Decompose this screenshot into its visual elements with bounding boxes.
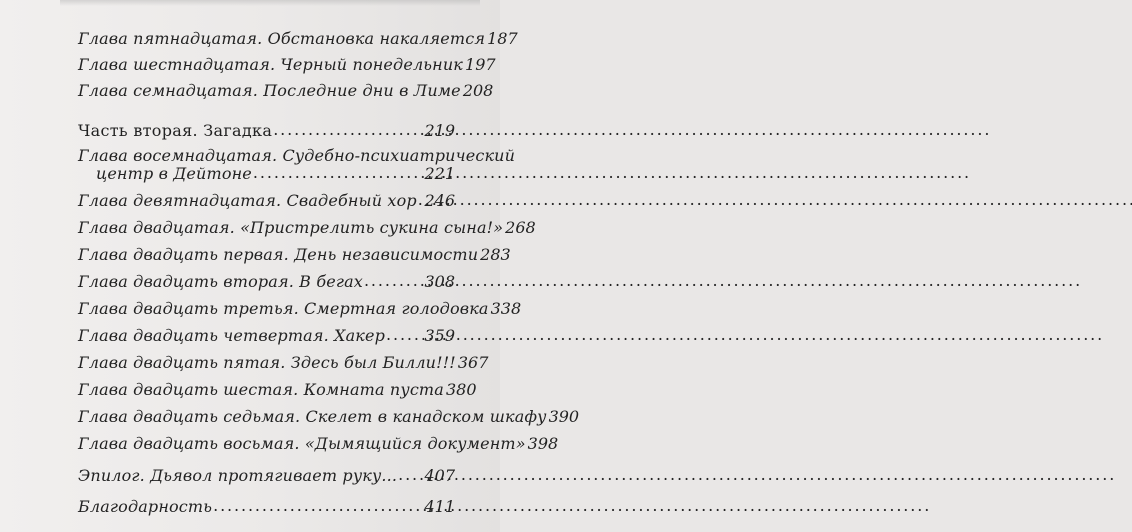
toc-entry	[78, 406, 580, 426]
toc-entry-title: Благодарность	[78, 497, 213, 516]
toc-entry	[78, 298, 522, 318]
toc-entry-title: Глава двадцать седьмая. Скелет в канадском шкафу	[78, 407, 547, 426]
toc-entry	[78, 244, 511, 264]
toc-entry-page: 208	[462, 81, 494, 100]
toc-entry	[78, 379, 477, 399]
toc-entry-page: 187	[487, 29, 518, 48]
toc-entry	[78, 433, 559, 453]
toc-entry-title: Глава двадцать третья. Смертная голодовка	[78, 299, 489, 318]
toc-entry	[78, 465, 455, 485]
toc-leader-dots	[386, 325, 423, 341]
toc-entry-page: 380	[445, 380, 477, 399]
toc-entry	[78, 28, 518, 48]
toc-entry	[78, 190, 455, 210]
toc-part-title: Часть вторая. Загадка	[78, 121, 273, 140]
toc-entry-page: 398	[527, 434, 559, 453]
toc-entry-title: Глава двадцатая. «Пристрелить сукина сына!»	[78, 218, 504, 237]
toc-entry-title: Глава двадцать четвертая. Хакер	[78, 326, 386, 345]
toc-entry-title: Глава девятнадцатая. Свадебный хор	[78, 191, 417, 210]
toc-entry-title: Глава семнадцатая. Последние дни в Лиме	[78, 81, 461, 100]
toc-entry-page: 359	[424, 326, 455, 345]
toc-entry-page: 407	[424, 466, 455, 485]
toc-entry	[78, 325, 455, 345]
toc-leader-dots	[253, 163, 424, 179]
toc-entry-title: Глава двадцать восьмая. «Дымящийся документ»	[78, 434, 526, 453]
toc-part-heading	[78, 120, 455, 140]
toc-entry	[78, 217, 536, 237]
toc-leader-dots	[364, 271, 424, 287]
toc-entry-page: 197	[465, 55, 496, 74]
toc-entry-title: Глава двадцать шестая. Комната пуста	[78, 380, 444, 399]
page-top-edge	[60, 0, 480, 6]
toc-entry-title: Глава двадцать первая. День независимости	[78, 245, 479, 264]
toc-entry-page: 390	[548, 407, 580, 426]
toc-entry-title: Эпилог. Дьявол протягивает руку...	[78, 466, 398, 485]
toc-leader-dots	[418, 190, 424, 206]
toc-leader-dots	[273, 120, 423, 136]
toc-leader-dots	[398, 465, 423, 481]
toc-entry-page: 308	[424, 272, 455, 291]
toc-entry	[78, 352, 489, 372]
toc-entry-page: 221	[424, 164, 455, 183]
toc-entry-page: 268	[505, 218, 536, 237]
toc-entry-page: 219	[424, 121, 455, 140]
toc-entry	[78, 163, 455, 183]
toc-entry-title: Глава шестнадцатая. Черный понедельник	[78, 55, 464, 74]
toc-entry	[78, 54, 496, 74]
toc-entry-title-line1: Глава восемнадцатая. Судебно-психиатрический	[78, 146, 516, 165]
toc-entry-title: Глава двадцать пятая. Здесь был Билли!!!	[78, 353, 456, 372]
toc-entry-title: Глава двадцать вторая. В бегах	[78, 272, 363, 291]
toc-entry-page: 411	[424, 497, 455, 516]
toc-entry	[78, 80, 494, 100]
toc-entry-page: 283	[480, 245, 511, 264]
toc-entry	[78, 271, 455, 291]
toc-entry-page: 338	[490, 299, 522, 318]
toc-entry-page: 367	[457, 353, 489, 372]
toc-entry	[78, 496, 455, 516]
toc-entry-page: 246	[424, 191, 455, 210]
toc-entry-title: центр в Дейтоне	[96, 164, 252, 183]
toc-leader-dots	[213, 496, 423, 512]
toc-entry-title: Глава пятнадцатая. Обстановка накаляется	[78, 29, 486, 48]
